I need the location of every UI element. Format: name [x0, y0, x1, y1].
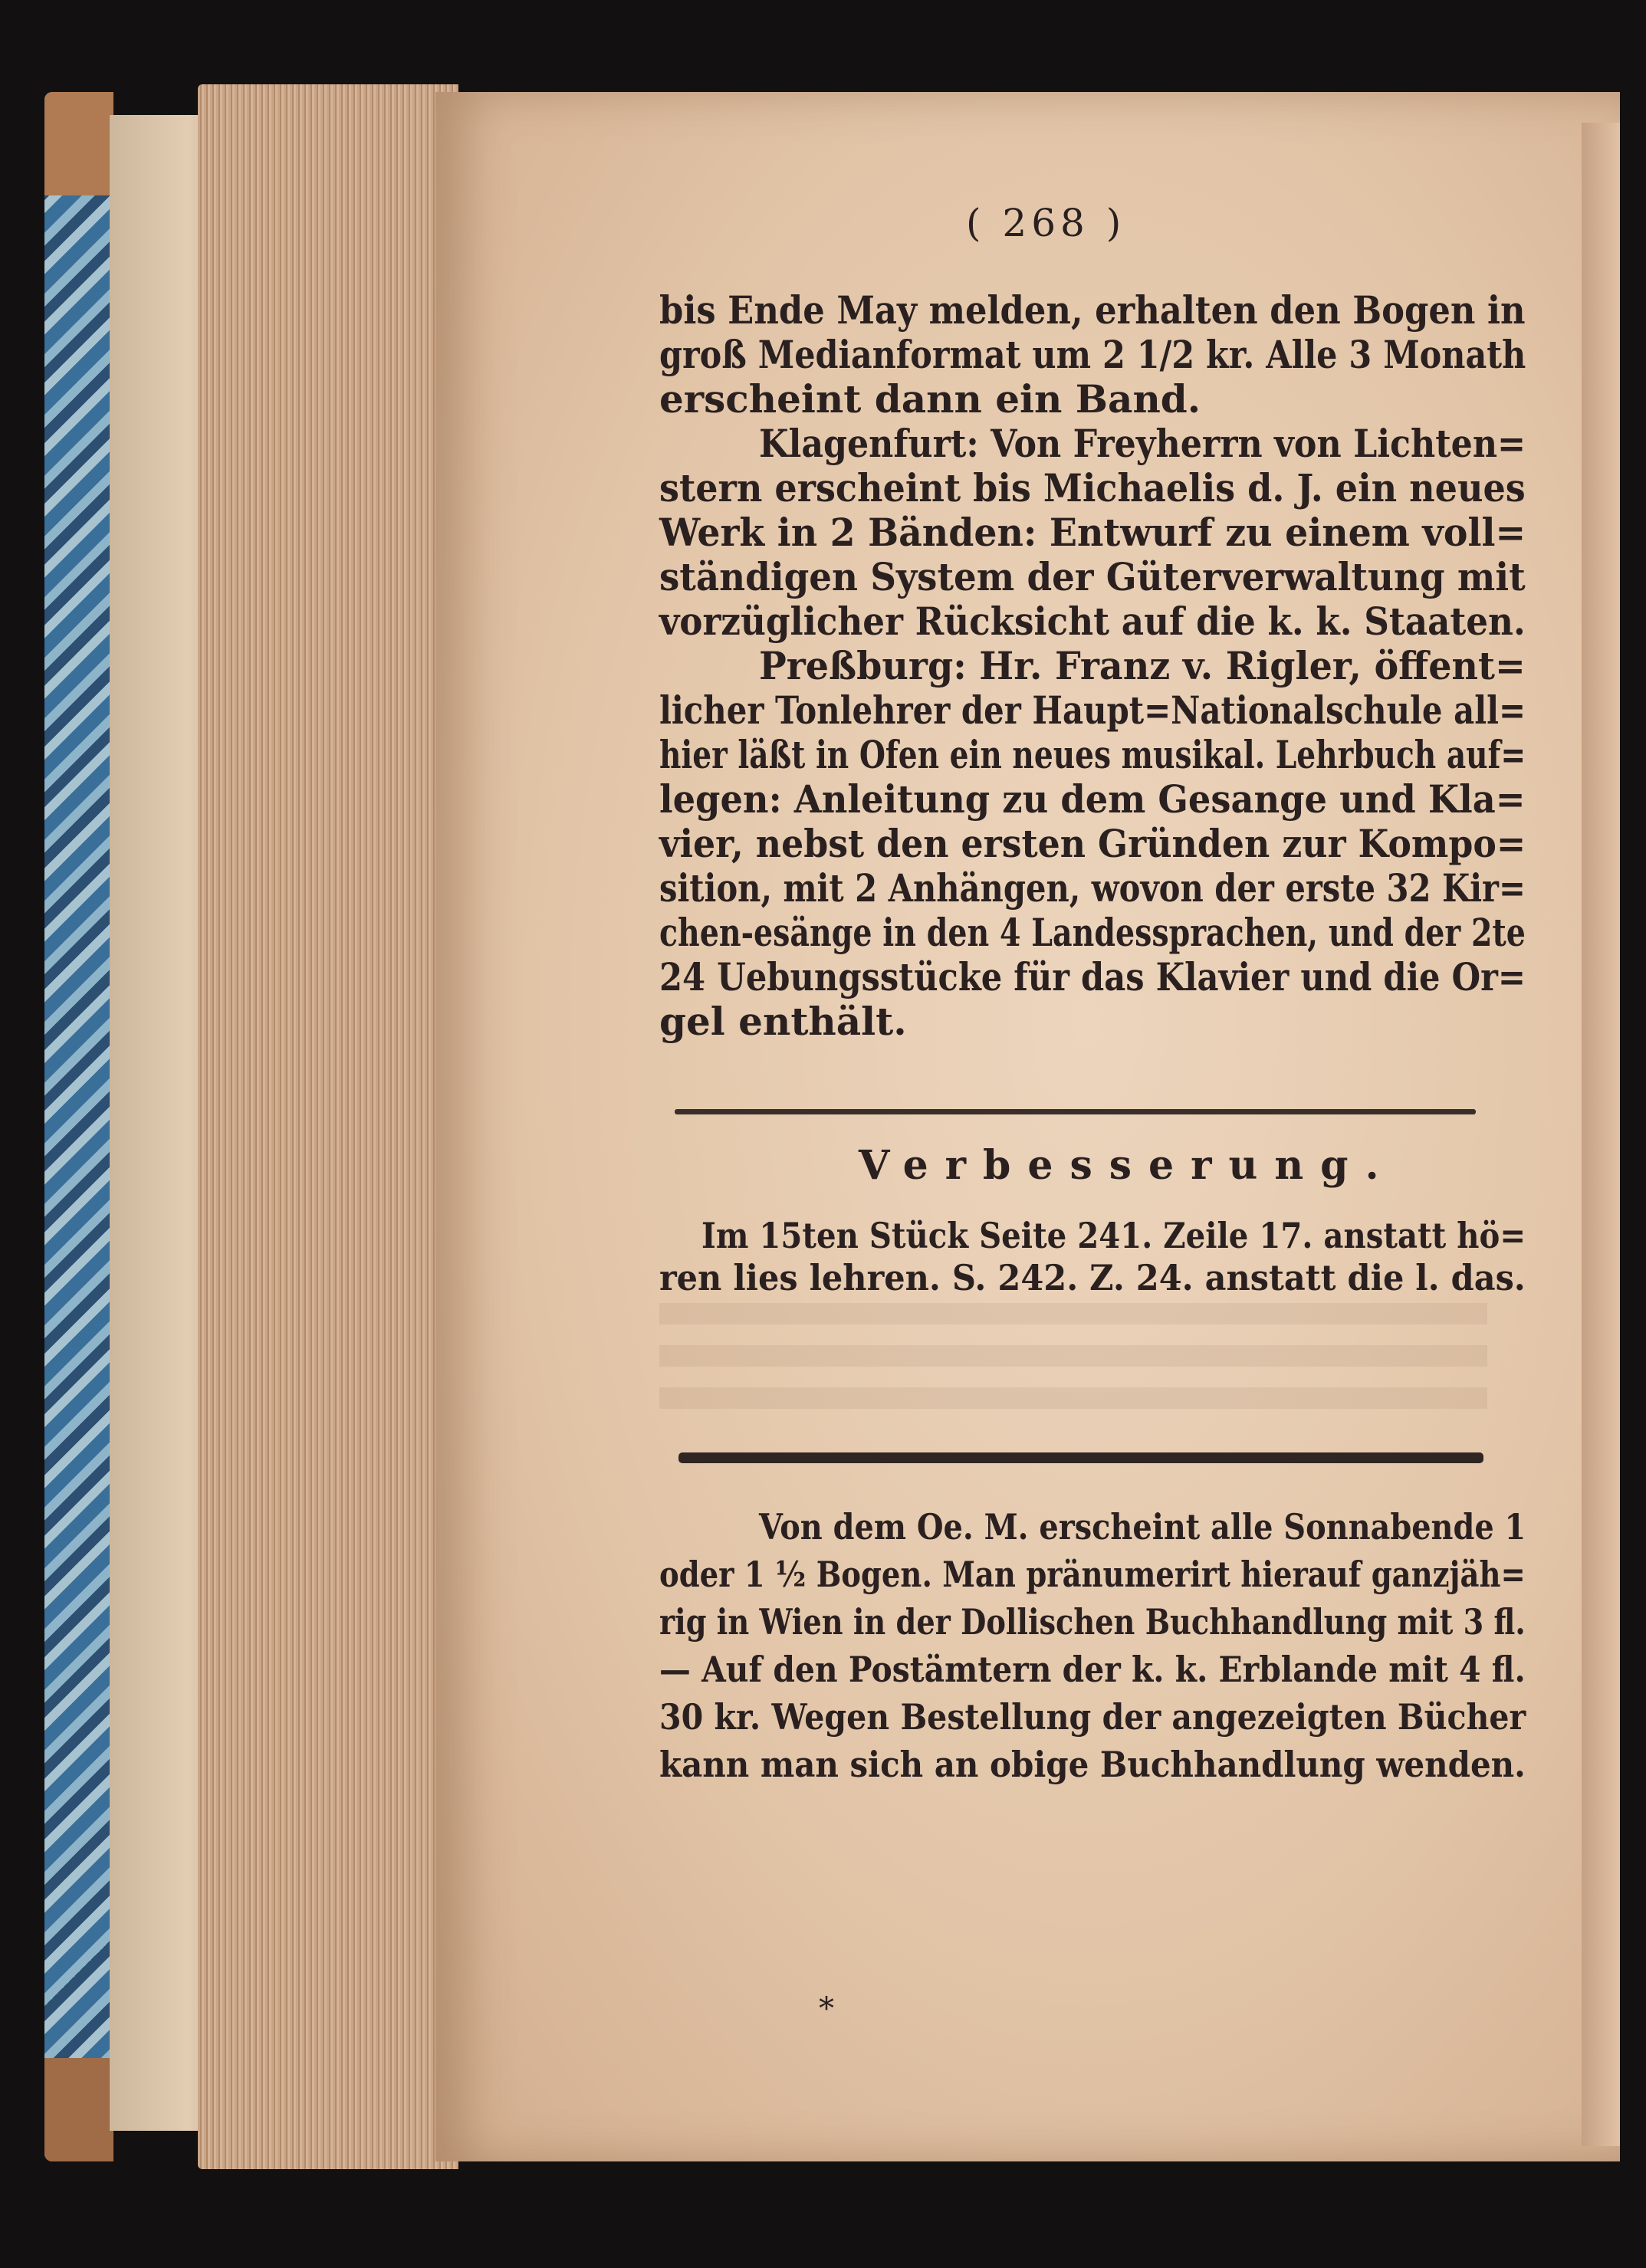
- cover-edge: [44, 92, 113, 2161]
- paragraph-line: legen: Anleitung zu dem Gesange und Kla=: [659, 776, 1526, 822]
- paragraph-line: Klagenfurt: Von Freyherrn von Lichten=: [759, 421, 1526, 466]
- paragraph-line: vier, nebst den ersten Gründen zur Kompo=: [659, 821, 1526, 866]
- page-number: ( 268 ): [966, 201, 1126, 245]
- gutter: [1582, 123, 1620, 2146]
- page-edges: [198, 84, 458, 2169]
- paragraph-line: bis Ende May melden, erhalten den Bogen in: [659, 287, 1526, 333]
- divider-rule: [675, 1109, 1476, 1114]
- show-through: [659, 1303, 1487, 1410]
- notice-line: 30 kr. Wegen Bestellung der angezeigten Bücher: [659, 1696, 1526, 1738]
- notice-line: kann man sich an obige Buchhandlung wenden.: [659, 1744, 1526, 1785]
- correction-line: Im 15ten Stück Seite 241. Zeile 17. anstatt hö=: [701, 1215, 1526, 1256]
- paragraph-line: sition, mit 2 Anhängen, wovon der erste 32 Kir=: [659, 865, 1526, 911]
- notice-line: Von dem Oe. M. erscheint alle Sonnabende 1: [759, 1506, 1526, 1548]
- correction-line: ren lies lehren. S. 242. Z. 24. anstatt die l. das.: [659, 1257, 1526, 1298]
- paragraph-line: groß Medianformat um 2 1/2 kr. Alle 3 Monath: [659, 332, 1526, 377]
- notice-line: oder 1 ½ Bogen. Man pränumerirt hierauf ganzjäh=: [659, 1554, 1526, 1595]
- notice-line: — Auf den Postämtern der k. k. Erblande mit 4 fl.: [659, 1649, 1526, 1690]
- paragraph-line: chen-esänge in den 4 Landessprachen, und der 2te: [659, 910, 1526, 955]
- correction-heading: Verbesserung.: [859, 1142, 1396, 1189]
- paragraph-line: licher Tonlehrer der Haupt=Nationalschule all=: [659, 688, 1526, 733]
- paragraph-line: Werk in 2 Bänden: Entwurf zu einem voll=: [659, 510, 1526, 555]
- paragraph-line: vorzüglicher Rücksicht auf die k. k. Staaten.: [659, 599, 1526, 644]
- divider-rule-thick: [678, 1452, 1483, 1463]
- paragraph-line: gel enthält.: [659, 999, 907, 1044]
- paragraph-line: ständigen System der Güterverwaltung mit: [659, 554, 1526, 599]
- paragraph-line: hier läßt in Ofen ein neues musikal. Lehrbuch auf=: [659, 732, 1526, 777]
- paragraph-line: stern erscheint bis Michaelis d. J. ein neues: [659, 465, 1526, 510]
- notice-line: rig in Wien in der Dollischen Buchhandlung mit 3 fl.: [659, 1601, 1526, 1643]
- paragraph-line: 24 Uebungsstücke für das Klavier und die Or=: [659, 954, 1526, 999]
- paragraph-line: Preßburg: Hr. Franz v. Rigler, öffent=: [759, 643, 1526, 688]
- paragraph-line: erscheint dann ein Band.: [659, 376, 1201, 422]
- footer-mark: *: [819, 1991, 834, 2027]
